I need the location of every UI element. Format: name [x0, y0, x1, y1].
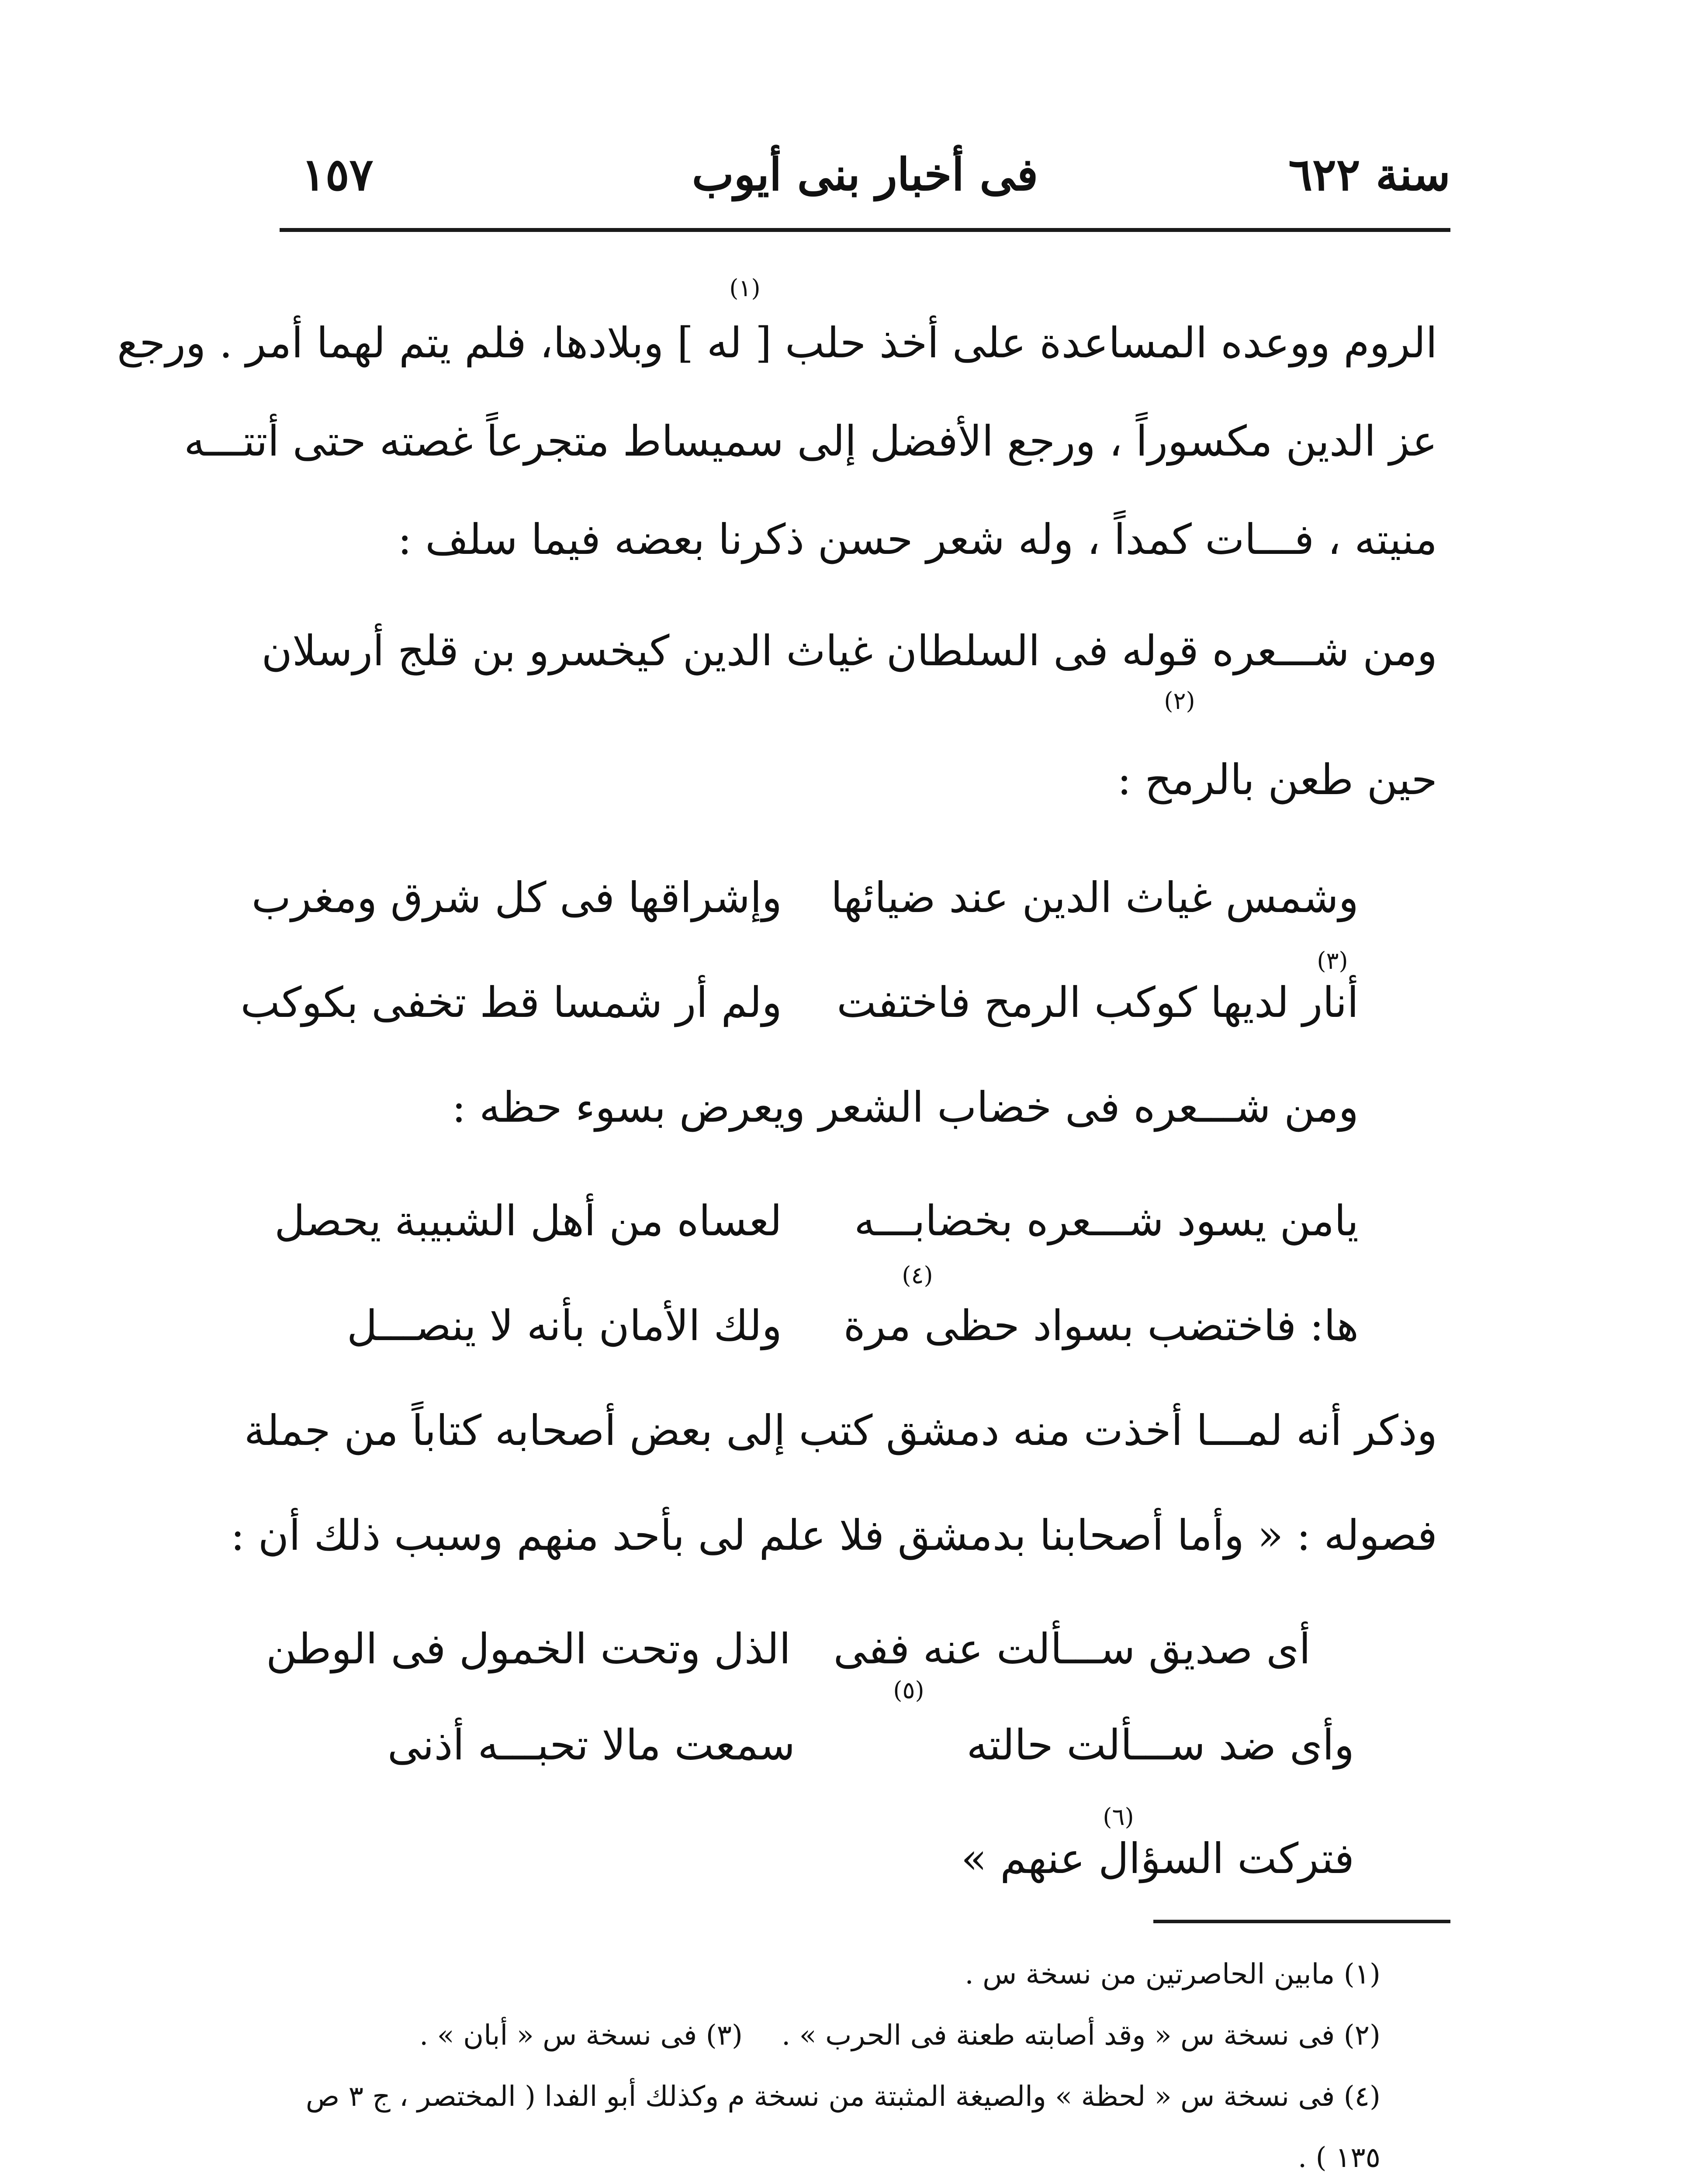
body-line-8: فصوله : « وأما أصحابنا بدمشق فلا علم لى بأحد منهم وسبب ذلك أن :: [230, 1511, 1437, 1560]
poem2-verse1-left: لعساه من أهل الشبيبة يحصل: [274, 1196, 782, 1245]
footnote-2: (٢) فى نسخة س « وقد أصابته طعنة فى الحرب » .: [781, 2019, 1381, 2052]
poem2-verse2-left: ولك الأمان بأنه لا ينصـــل: [346, 1301, 782, 1350]
poem2-verse1-right: يامن يسود شـــعره بخضابـــه: [854, 1196, 1359, 1245]
footnote-rule: [1153, 1920, 1450, 1923]
footnote-mark-1: (١): [729, 274, 761, 302]
body-line-3: منيته ، فـــات كمداً ، وله شعر حسن ذكرنا بعضه فيما سلف :: [398, 515, 1437, 564]
footnote-4-line1: (٤) فى نسخة س « لحظة » والصيغة المثبتة من نسخة م وكذلك أبو الفدا ( المختصر ، ج ٣ ص: [305, 2080, 1381, 2113]
header-rule: [280, 228, 1450, 232]
poem3-verse2-right: وأى ضد ســـألت حالته: [966, 1721, 1354, 1769]
footnote-1: (١) مابين الحاصرتين من نسخة س .: [965, 1958, 1381, 1990]
poem1-verse1-left: وإشراقها فى كل شرق ومغرب: [251, 873, 782, 922]
footnote-mark-2: (٢): [1164, 687, 1195, 715]
body-line-4: ومن شـــعره قوله فى السلطان غياث الدين كيخسرو بن قلج أرسلان: [261, 626, 1437, 675]
running-title: فى أخبار بنى أيوب: [692, 149, 1038, 201]
poem3-verse1-right: أى صديق ســـألت عنه ففى: [833, 1624, 1311, 1673]
body-line-5: حين طعن بالرمح :: [1117, 755, 1437, 804]
poem1-verse2-left: ولم أر شمسا قط تخفى بكوكب: [240, 978, 782, 1027]
poem3-verse1-left: الذل وتحت الخمول فى الوطن: [266, 1624, 791, 1673]
footnote-mark-5: (٥): [893, 1676, 924, 1704]
page-number: ١٥٧: [301, 149, 374, 201]
poem3-verse2-left: سمعت مالا تحبـــه أذنى: [387, 1721, 795, 1769]
body-line-7: وذكر أنه لمـــا أخذت منه دمشق كتب إلى بعض أصحابه كتاباً من جملة: [244, 1406, 1437, 1455]
poem1-verse2-right: أنار لديها كوكب الرمح فاختفت: [837, 978, 1359, 1027]
body-line-6: ومن شـــعره فى خضاب الشعر ويعرض بسوء حظه :: [452, 1083, 1359, 1132]
footnote-mark-3: (٣): [1317, 947, 1348, 975]
running-year: سنة ٦٢٢: [1288, 149, 1450, 201]
poem2-verse2-right: ها: فاختضب بسواد حظى مرة: [843, 1301, 1359, 1350]
footnote-4-line2: ١٣٥ ) .: [1298, 2142, 1381, 2174]
body-line-9: فتركت السؤال عنهم »: [961, 1834, 1354, 1883]
footnote-3: (٣) فى نسخة س « أبان » .: [419, 2019, 743, 2052]
body-line-1: الروم ووعده المساعدة على أخذ حلب [ له ] وبلادها، فلم يتم لهما أمر . ورجع: [117, 318, 1437, 367]
footnote-mark-6: (٦): [1103, 1803, 1134, 1831]
poem1-verse1-right: وشمس غياث الدين عند ضيائها: [830, 873, 1359, 922]
body-line-2: عز الدين مكسوراً ، ورجع الأفضل إلى سميساط متجرعاً غصته حتى أتتـــه: [184, 417, 1437, 466]
footnote-mark-4: (٤): [902, 1261, 933, 1289]
